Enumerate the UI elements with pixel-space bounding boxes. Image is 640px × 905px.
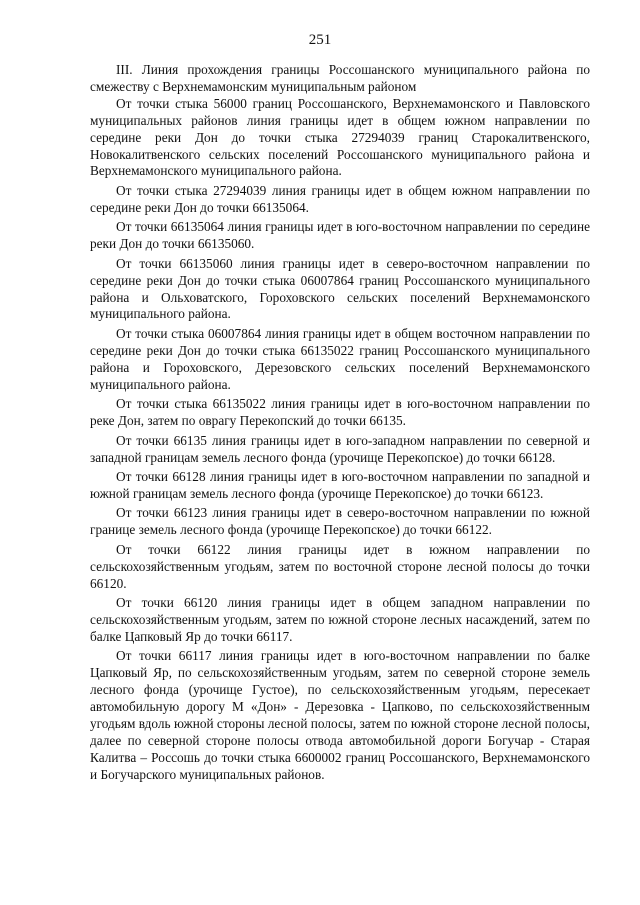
paragraph-12: От точки 66117 линия границы идет в юго-восточном направлении по балке Цапковый Яр, по сельскохозяйственным угодьям, затем по северной стороне земель лесного фонда (урочище Густое), по сельскохозяйственным угодьям, пересекает автомобильную дорогу М «Дон» - Дерезовка - Цапково, по сельскохозяйственным угодьям вдоль южной стороны лесной полосы, затем по южной стороне лесной полосы, далее по северной стороне полосы отвода автомобильной дороги Богучар - Старая Калитва – Россошь до точки стыка 6600002 границ Россошанского, Верхнемамонского и Богучарского муниципальных районов. <box>90 648 590 782</box>
paragraph-5: От точки стыка 06007864 линия границы идет в общем восточном направлении по середине реки Дон до точки стыка 66135022 границ Россошанского муниципального района и Гороховского, Дерезовского сельских поселений Верхнемамонского муниципального района. <box>90 325 590 392</box>
paragraph-2: От точки стыка 27294039 линия границы идет в общем южном направлении по середине реки Дон до точки 66135064. <box>90 182 590 215</box>
paragraph-6: От точки стыка 66135022 линия границы идет в юго-восточном направлении по реке Дон, затем по оврагу Перекопский до точки 66135. <box>90 396 590 429</box>
page-number: 251 <box>308 32 332 48</box>
paragraph-4: От точки 66135060 линия границы идет в северо-восточном направлении по середине реки Дон до точки стыка 06007864 границ Россошанского муниципального района и Ольховатского, Гороховского сельских поселений Верхнемамонского муниципального района. <box>90 255 590 322</box>
paragraph-11: От точки 66120 линия границы идет в общем западном направлении по сельскохозяйственным угодьям, затем по южной стороне лесных насаждений, затем по балке Цапковый Яр до точки 66117. <box>90 595 590 644</box>
section-title: III. Линия прохождения границы Россошанского муниципального района по смежеству с Верхнемамонским муниципальным районом <box>90 62 590 94</box>
paragraph-3: От точки 66135064 линия границы идет в юго-восточном направлении по середине реки Дон до точки 66135060. <box>90 219 590 252</box>
paragraph-1: От точки стыка 56000 границ Россошанского, Верхнемамонского и Павловского муниципальных районов линия границы идет в общем южном направлении по середине реки Дон до точки стыка 27294039 границ Старокалитвенского, Новокалитвенского сельских поселений Россошанского муниципального района и Верхнемамонского муниципального района. <box>90 95 590 179</box>
paragraph-9: От точки 66123 линия границы идет в северо-восточном направлении по южной границе земель лесного фонда (урочище Перекопское) до точки 66122. <box>90 505 590 538</box>
paragraph-8: От точки 66128 линия границы идет в юго-восточном направлении по западной и южной границам земель лесного фонда (урочище Перекопское) до точки 66123. <box>90 469 590 501</box>
paragraph-10: От точки 66122 линия границы идет в южном направлении по сельскохозяйственным угодьям, затем по восточной стороне лесной полосы до точки 66120. <box>90 541 590 591</box>
paragraph-7: От точки 66135 линия границы идет в юго-западном направлении по северной и западной границам земель лесного фонда (урочище Перекопское) до точки 66128. <box>90 432 590 465</box>
document-body <box>90 62 590 786</box>
